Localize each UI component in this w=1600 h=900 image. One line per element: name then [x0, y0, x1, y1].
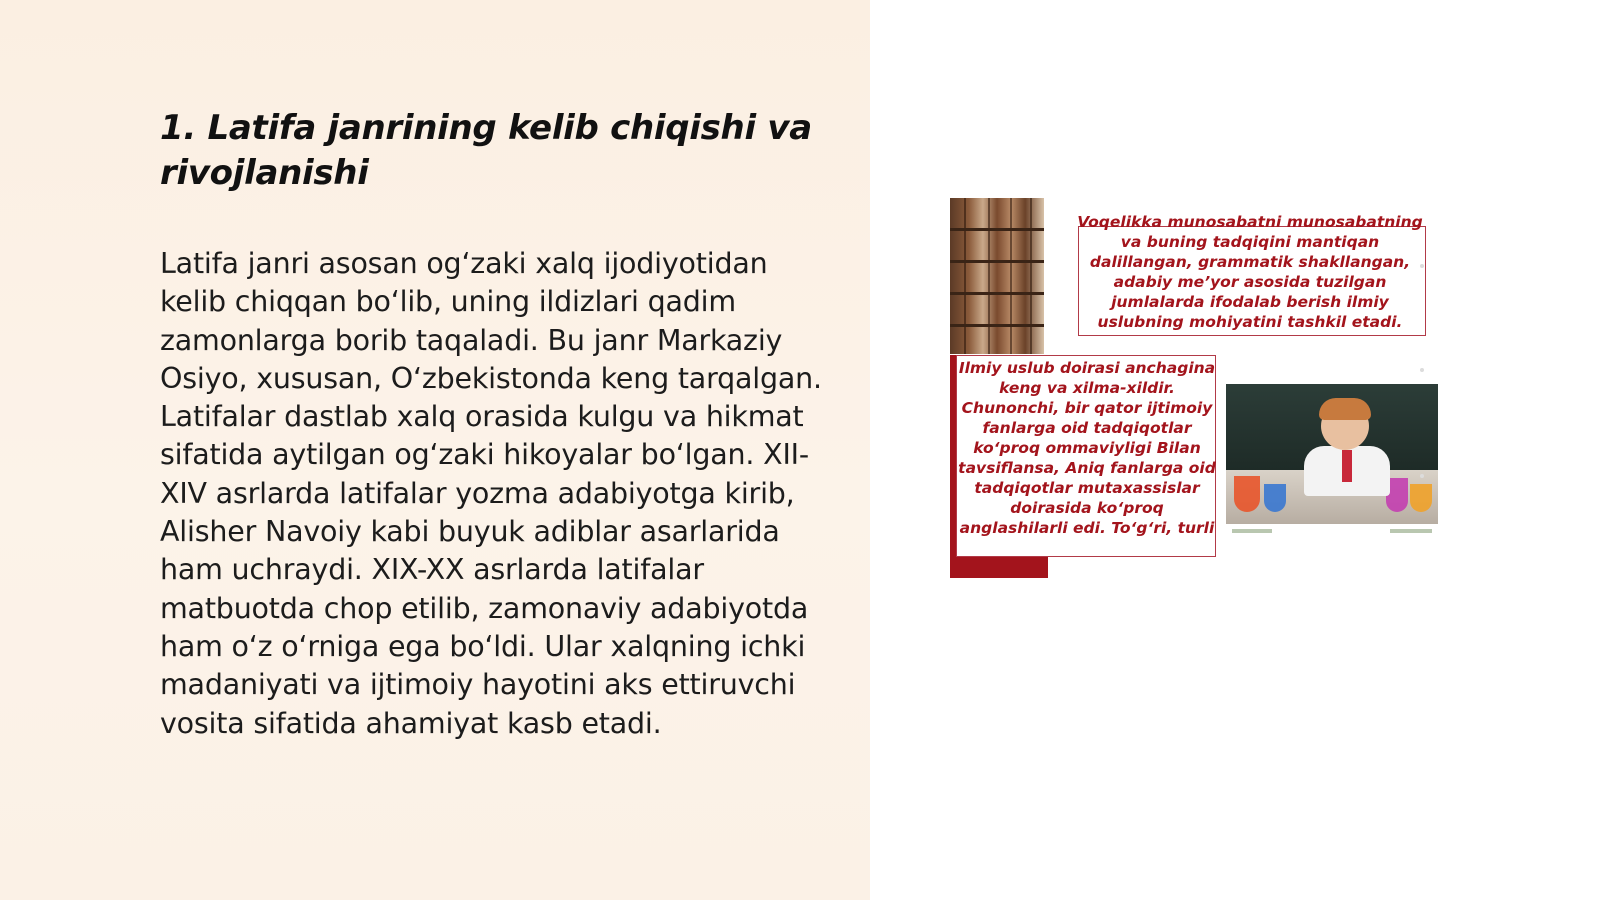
top-quote-text: Voqelikka munosabatni munosabatning va buning tadqiqini mantiqan dalillangan, grammatik shakllangan, adabiy me’yor asosida tuzilgan jumlalarda ifodalab berish ilmiy uslubning mohiyatini tashkil etadi. [1077, 213, 1423, 331]
bookshelf-divider [1030, 198, 1032, 354]
red-accent-footer [950, 556, 1048, 578]
decor-dot [1420, 264, 1424, 268]
orange-flask [1234, 476, 1260, 512]
decor-dot [1420, 368, 1424, 372]
shelf-line [950, 260, 1044, 263]
blue-flask [1264, 484, 1286, 512]
illustration-collage [950, 198, 1450, 578]
shelf-line [950, 228, 1044, 231]
red-tie [1342, 450, 1352, 482]
bookshelf-divider [988, 198, 990, 354]
caption-mark [1232, 529, 1272, 533]
left-quote-text: Ilmiy uslub doirasi anchagina keng va xilma-xildir. Chunonchi, bir qator ijtimoiy fanlarga oid tadqiqotlar ko‘proq ommaviyligi Bilan tavsiflansa, Aniq fanlarga oid tadqiqotlar mutaxassislar doirasida ko‘proq anglashilarli edi. To‘g‘ri, turli [958, 359, 1216, 537]
library-bookshelves-photo [950, 198, 1044, 354]
shelf-line [950, 292, 1044, 295]
bookshelf-divider [1010, 198, 1012, 354]
child-hair [1319, 398, 1371, 420]
slide-body-text: Latifa janri asosan og‘zaki xalq ijodiyotidan kelib chiqqan bo‘lib, uning ildizlari qadim zamonlarga borib taqaladi. Bu janr Markaziy Osiyo, xususan, O‘zbekistonda keng tarqalgan. Latifalar dastlab xalq orasida kulgu va hikmat sifatida aytilgan og‘zaki hikoyalar bo‘lgan. XII-XIV asrlarda latifalar yozma adabiyotga kirib, Alisher Navoiy kabi buyuk adiblar asarlarida ham uchraydi. XIX-XX asrlarda latifalar matbuotda chop etilib, zamonaviy adabiyotda ham o‘z o‘rniga ega bo‘ldi. Ular xalqning ichki madaniyati va ijtimoiy hayotini aks ettiruvchi vosita sifatida ahamiyat kasb etadi. [160, 247, 822, 740]
yellow-flask [1410, 484, 1432, 512]
child-chemistry-lab-photo [1226, 384, 1438, 524]
bookshelf-divider [964, 198, 966, 354]
slide-title: 1. Latifa janrining kelib chiqishi va rivojlanishi [160, 108, 812, 193]
decor-dot [1420, 474, 1424, 478]
shelf-line [950, 324, 1044, 327]
caption-mark [1390, 529, 1432, 533]
